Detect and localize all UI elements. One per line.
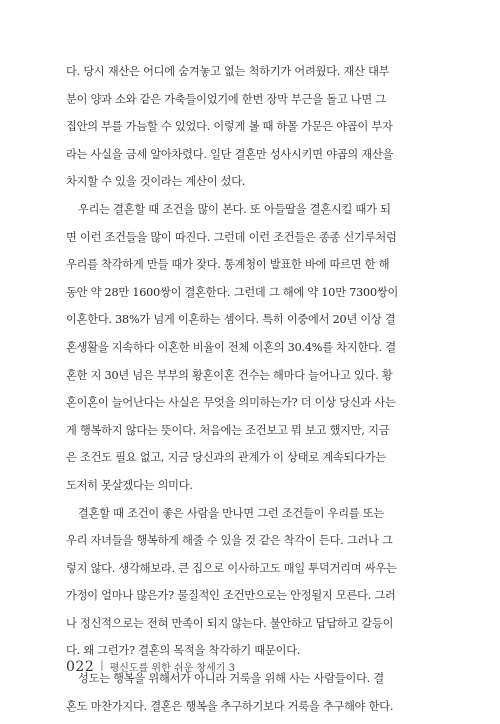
paragraph-2 [66, 196, 448, 500]
text-line: 면 이런 조건들을 많이 따진다. 그런데 이런 조건들은 종종 신기루처럼 [66, 230, 397, 244]
text-line: 다. 왜 그런가? 결혼의 목적을 착각하기 때문이다. [66, 644, 301, 658]
text-line: 다. 당시 재산은 어디에 숨겨놓고 없는 척하기가 어려웠다. 재산 대부 [66, 65, 390, 78]
text-line: 결혼할 때 조건이 좋은 사람을 만나면 그런 조건들이 우리를 또는 [78, 506, 384, 520]
text-line: 가정이 얼마나 많은가? 물질적인 조건만으로는 안정될지 모른다. 그러 [66, 589, 396, 603]
footer-divider: | [100, 660, 104, 671]
page-footer [66, 659, 235, 679]
text-line: 나 정신적으로는 전혀 만족이 되지 않는다. 불안하고 답답하고 갈등이 [66, 616, 394, 630]
text-line: 은 조건도 필요 없고, 지금 당신과의 관계가 이 상태로 계속되다가는 [66, 451, 386, 465]
text-line: 혼도 마찬가지다. 결혼은 행복을 추구하기보다 거룩을 추구해야 한다. [66, 699, 394, 713]
text-line: 혼한 지 30년 넘은 부부의 황혼이혼 건수는 해마다 늘어나고 있다. 황 [66, 368, 393, 382]
text-line: 집안의 부를 가늠할 수 있었다. 이렇게 볼 때 하몰 가문은 야곱이 부자 [66, 120, 393, 134]
page-number: 022 [66, 659, 95, 675]
text-line: 혼생활을 지속하다 이혼한 비율이 전체 이혼의 30.4%를 차지한다. 결 [66, 340, 396, 354]
text-line: 동안 약 28만 1600쌍이 결혼한다. 그런데 그 해에 약 10만 7300쌍이 [66, 285, 399, 299]
text-line: 우리 자녀들을 행복하게 해줄 수 있을 것 같은 착각이 든다. 그러나 그 [66, 534, 393, 548]
text-line: 우리는 결혼할 때 조건을 많이 본다. 또 아들딸을 결혼시킬 때가 되 [78, 202, 391, 216]
text-line: 혼이혼이 늘어난다는 사실은 무엇을 의미하는가? 더 이상 당신과 사는 [66, 396, 396, 410]
text-line: 게 행복하지 않다는 뜻이다. 처음에는 조건보고 뭐 보고 했지만, 지금 [66, 423, 390, 437]
text-line: 성도는 행복을 위해서가 아니라 거룩을 위해 사는 사람들이다. 결 [78, 672, 384, 686]
body-text [66, 58, 448, 720]
text-line: 분이 양과 소와 같은 가축들이었기에 한번 장막 부근을 돌고 나면 그 [66, 92, 386, 106]
text-line: 차지할 수 있을 것이라는 계산이 섰다. [66, 175, 246, 189]
paragraph-3 [66, 500, 448, 666]
text-line: 이혼한다. 38%가 넘게 이혼하는 셈이다. 특히 이중에서 20년 이상 결 [66, 313, 396, 327]
text-line: 우리를 착각하게 만들 때가 잦다. 통계청이 발표한 바에 따르면 한 해 [66, 258, 390, 272]
text-line: 도저히 못살겠다는 의미다. [66, 478, 193, 492]
text-line: 렇지 않다. 생각해보라. 큰 집으로 이사하고도 매일 투덕거리며 싸우는 [66, 561, 397, 575]
running-title: 평신도를 위한 쉬운 창세기 3 [109, 663, 235, 674]
paragraph-1 [66, 58, 448, 196]
text-line: 라는 사실을 금세 알아차렸다. 일단 결혼만 성사시키면 야곱의 재산을 [66, 147, 394, 161]
